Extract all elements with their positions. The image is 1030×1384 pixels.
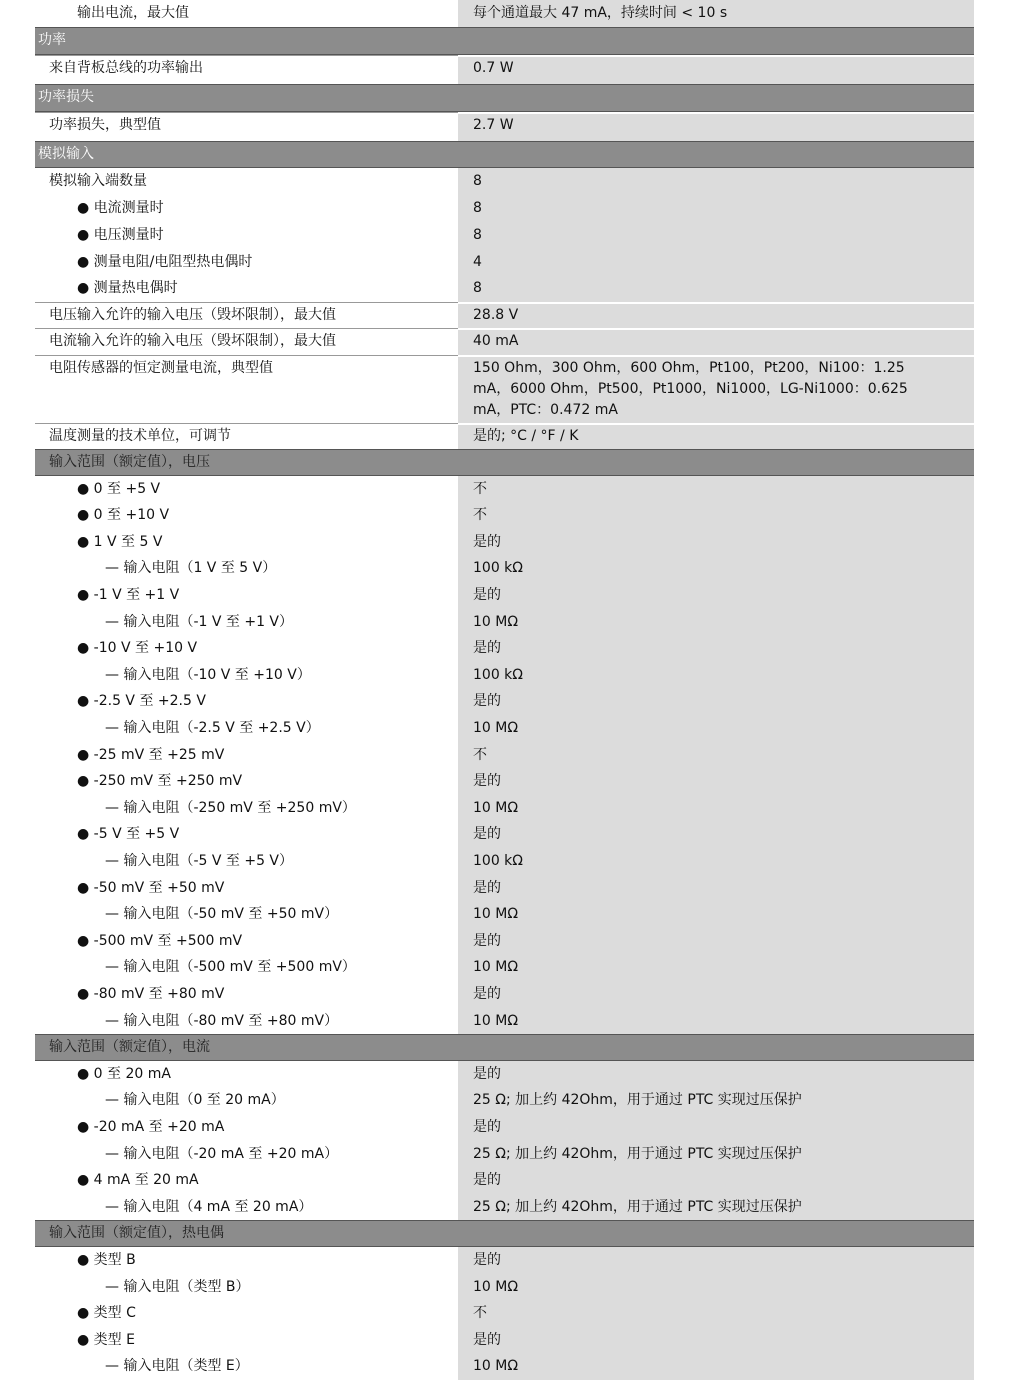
spec-label: ● 4 mA 至 20 mA <box>77 1172 199 1188</box>
spec-value: 0.7 W <box>473 60 514 76</box>
spec-row <box>35 112 974 141</box>
spec-value: 40 mA <box>473 333 519 349</box>
spec-label: ● 1 V 至 5 V <box>77 534 163 550</box>
spec-row <box>35 302 974 328</box>
spec-value: 25 Ω; 加上约 42Ohm，用于通过 PTC 实现过压保护 <box>473 1199 802 1215</box>
value-cell <box>458 848 974 875</box>
spec-row <box>35 168 974 195</box>
section-title: 输入范围（额定值），电流 <box>49 1039 210 1055</box>
value-cell <box>458 275 974 302</box>
spec-value: 8 <box>473 280 482 296</box>
value-cell <box>458 1008 974 1034</box>
spec-label: 电流输入允许的输入电压（毁坏限制），最大值 <box>49 333 336 349</box>
value-cell <box>458 1274 974 1300</box>
spec-label: 输出电流，最大值 <box>77 5 189 21</box>
spec-row <box>35 1274 974 1300</box>
section-header <box>35 1220 974 1247</box>
spec-row <box>35 355 974 423</box>
spec-row <box>35 249 974 275</box>
section-title: 输入范围（额定值），热电偶 <box>49 1225 224 1241</box>
spec-row <box>35 848 974 875</box>
section-header <box>35 84 974 112</box>
value-cell <box>458 688 974 715</box>
spec-value: 10 MΩ <box>473 614 519 630</box>
spec-row <box>35 423 974 449</box>
value-cell <box>458 302 974 328</box>
spec-value: 是的 <box>473 933 501 949</box>
value-cell <box>458 795 974 821</box>
spec-row <box>35 1247 974 1274</box>
value-cell <box>458 662 974 688</box>
spec-label: — 输入电阻（-20 mA 至 +20 mA） <box>105 1146 339 1162</box>
spec-value: 100 kΩ <box>473 560 523 576</box>
value-cell <box>458 715 974 742</box>
spec-row <box>35 55 974 84</box>
spec-label: 电压输入允许的输入电压（毁坏限制），最大值 <box>49 307 336 323</box>
spec-label: 温度测量的技术单位，可调节 <box>49 428 231 444</box>
spec-row <box>35 715 974 742</box>
spec-value: 4 <box>473 254 482 270</box>
spec-label: ● -5 V 至 +5 V <box>77 826 180 842</box>
spec-row <box>35 875 974 901</box>
spec-label: ● -500 mV 至 +500 mV <box>77 933 243 949</box>
spec-value: 是的 <box>473 587 501 603</box>
value-cell <box>458 609 974 635</box>
spec-row <box>35 275 974 302</box>
spec-value: 是的 <box>473 880 501 896</box>
spec-row <box>35 555 974 582</box>
value-cell <box>458 249 974 275</box>
spec-label: ● 0 至 20 mA <box>77 1066 171 1082</box>
spec-value: 是的 <box>473 826 501 842</box>
spec-row <box>35 222 974 249</box>
value-cell <box>458 635 974 662</box>
spec-row <box>35 195 974 222</box>
spec-row <box>35 954 974 981</box>
spec-label: ● -25 mV 至 +25 mV <box>77 747 225 763</box>
section-title: 功率损失 <box>38 89 94 105</box>
value-cell <box>458 1327 974 1353</box>
spec-label: ● 测量电阻/电阻型热电偶时 <box>77 254 253 270</box>
spec-value: 10 MΩ <box>473 1279 519 1295</box>
spec-label: ● 0 至 +5 V <box>77 481 161 497</box>
spec-value: 10 MΩ <box>473 1358 519 1374</box>
spec-value: 28.8 V <box>473 307 519 323</box>
value-cell <box>458 954 974 981</box>
spec-value: 10 MΩ <box>473 906 519 922</box>
spec-value: 每个通道最大 47 mA，持续时间 < 10 s <box>473 5 728 21</box>
spec-row <box>35 821 974 848</box>
spec-label: ● -1 V 至 +1 V <box>77 587 180 603</box>
value-cell <box>458 768 974 795</box>
value-cell <box>458 821 974 848</box>
spec-value: 是的 <box>473 1252 501 1268</box>
spec-row <box>35 502 974 529</box>
spec-label: — 输入电阻（0 至 20 mA） <box>105 1092 285 1108</box>
spec-value: 是的; °C / °F / K <box>473 428 579 444</box>
value-cell <box>458 1114 974 1141</box>
value-cell <box>458 1247 974 1274</box>
spec-value: 100 kΩ <box>473 853 523 869</box>
spec-value: 25 Ω; 加上约 42Ohm，用于通过 PTC 实现过压保护 <box>473 1092 802 1108</box>
value-cell <box>458 875 974 901</box>
spec-row <box>35 742 974 768</box>
spec-value: 150 Ohm，300 Ohm，600 Ohm，Pt100，Pt200，Ni100：1.25 mA，6000 Ohm，Pt500，Pt1000，Ni1000，LG-Ni1000：0.625 mA，PTC：0.472 mA <box>473 360 908 418</box>
spec-label: — 输入电阻（类型 E） <box>105 1358 249 1374</box>
spec-label: ● 类型 E <box>77 1332 135 1348</box>
spec-value: 是的 <box>473 640 501 656</box>
spec-label: 功率损失，典型值 <box>49 117 161 133</box>
spec-row <box>35 768 974 795</box>
spec-row <box>35 328 974 355</box>
spec-value: 是的 <box>473 773 501 789</box>
value-cell <box>458 1167 974 1194</box>
section-header <box>35 27 974 55</box>
spec-row <box>35 662 974 688</box>
value-cell <box>458 112 974 141</box>
spec-value: 是的 <box>473 534 501 550</box>
spec-value: 2.7 W <box>473 117 514 133</box>
value-cell <box>458 328 974 355</box>
spec-value: 10 MΩ <box>473 1013 519 1029</box>
spec-label: ● -20 mA 至 +20 mA <box>77 1119 225 1135</box>
spec-value: 8 <box>473 227 482 243</box>
spec-label: — 输入电阻（-50 mV 至 +50 mV） <box>105 906 339 922</box>
spec-value: 10 MΩ <box>473 720 519 736</box>
spec-value: 不 <box>473 1305 487 1321</box>
spec-value: 不 <box>473 507 487 523</box>
spec-label: ● -250 mV 至 +250 mV <box>77 773 243 789</box>
value-cell <box>458 1300 974 1327</box>
value-cell <box>458 168 974 195</box>
spec-value: 8 <box>473 200 482 216</box>
spec-value: 100 kΩ <box>473 667 523 683</box>
spec-label: 模拟输入端数量 <box>49 173 147 189</box>
spec-row <box>35 1141 974 1167</box>
spec-row <box>35 1167 974 1194</box>
spec-row <box>35 1194 974 1220</box>
spec-value: 8 <box>473 173 482 189</box>
spec-label: ● 电流测量时 <box>77 200 164 216</box>
spec-row <box>35 1008 974 1034</box>
spec-label: ● 类型 B <box>77 1252 136 1268</box>
spec-row <box>35 928 974 954</box>
value-cell <box>458 222 974 249</box>
value-cell <box>458 742 974 768</box>
value-cell <box>458 582 974 609</box>
spec-row <box>35 981 974 1008</box>
spec-value: 是的 <box>473 1332 501 1348</box>
spec-label: — 输入电阻（-500 mV 至 +500 mV） <box>105 959 356 975</box>
spec-row <box>35 582 974 609</box>
value-cell <box>458 1061 974 1087</box>
spec-row <box>35 635 974 662</box>
value-cell <box>458 901 974 928</box>
spec-value: 是的 <box>473 693 501 709</box>
spec-label: 来自背板总线的功率输出 <box>49 60 203 76</box>
spec-row <box>35 476 974 502</box>
spec-label: ● 测量热电偶时 <box>77 280 178 296</box>
spec-value: 不 <box>473 747 487 763</box>
spec-value: 25 Ω; 加上约 42Ohm，用于通过 PTC 实现过压保护 <box>473 1146 802 1162</box>
value-cell <box>458 529 974 555</box>
value-cell <box>458 55 974 84</box>
spec-row <box>35 1114 974 1141</box>
value-cell <box>458 928 974 954</box>
value-cell <box>458 476 974 502</box>
value-cell <box>458 195 974 222</box>
value-cell <box>458 1353 974 1380</box>
spec-value: 是的 <box>473 1066 501 1082</box>
spec-row <box>35 1300 974 1327</box>
spec-row <box>35 609 974 635</box>
spec-label: — 输入电阻（类型 B） <box>105 1279 250 1295</box>
spec-label: — 输入电阻（-10 V 至 +10 V） <box>105 667 311 683</box>
section-title: 模拟输入 <box>38 146 94 162</box>
spec-label: ● -10 V 至 +10 V <box>77 640 198 656</box>
spec-row <box>35 795 974 821</box>
spec-label: — 输入电阻（-80 mV 至 +80 mV） <box>105 1013 339 1029</box>
spec-label: — 输入电阻（-5 V 至 +5 V） <box>105 853 294 869</box>
spec-value: 是的 <box>473 986 501 1002</box>
spec-row <box>35 1087 974 1114</box>
spec-label: ● -2.5 V 至 +2.5 V <box>77 693 206 709</box>
section-header <box>35 1034 974 1061</box>
spec-label: ● -50 mV 至 +50 mV <box>77 880 225 896</box>
spec-label: — 输入电阻（-1 V 至 +1 V） <box>105 614 294 630</box>
spec-label: 电阻传感器的恒定测量电流，典型值 <box>49 360 273 376</box>
spec-row <box>35 901 974 928</box>
spec-label: — 输入电阻（4 mA 至 20 mA） <box>105 1199 313 1215</box>
section-title: 功率 <box>38 32 66 48</box>
spec-label: ● -80 mV 至 +80 mV <box>77 986 225 1002</box>
spec-label: — 输入电阻（-250 mV 至 +250 mV） <box>105 800 356 816</box>
spec-label: ● 电压测量时 <box>77 227 164 243</box>
spec-value: 10 MΩ <box>473 800 519 816</box>
spec-row <box>35 0 974 27</box>
spec-label: — 输入电阻（-2.5 V 至 +2.5 V） <box>105 720 320 736</box>
section-header <box>35 141 974 168</box>
spec-row <box>35 1061 974 1087</box>
spec-label: ● 0 至 +10 V <box>77 507 170 523</box>
section-title: 输入范围（额定值），电压 <box>49 454 210 470</box>
spec-row <box>35 1353 974 1380</box>
spec-value: 10 MΩ <box>473 959 519 975</box>
section-header <box>35 449 974 476</box>
spec-row <box>35 1327 974 1353</box>
spec-label: — 输入电阻（1 V 至 5 V） <box>105 560 277 576</box>
spec-label: ● 类型 C <box>77 1305 136 1321</box>
spec-row <box>35 529 974 555</box>
value-cell <box>458 502 974 529</box>
spec-value: 是的 <box>473 1119 501 1135</box>
spec-value: 是的 <box>473 1172 501 1188</box>
value-cell <box>458 981 974 1008</box>
value-cell <box>458 555 974 582</box>
spec-row <box>35 688 974 715</box>
spec-value: 不 <box>473 481 487 497</box>
